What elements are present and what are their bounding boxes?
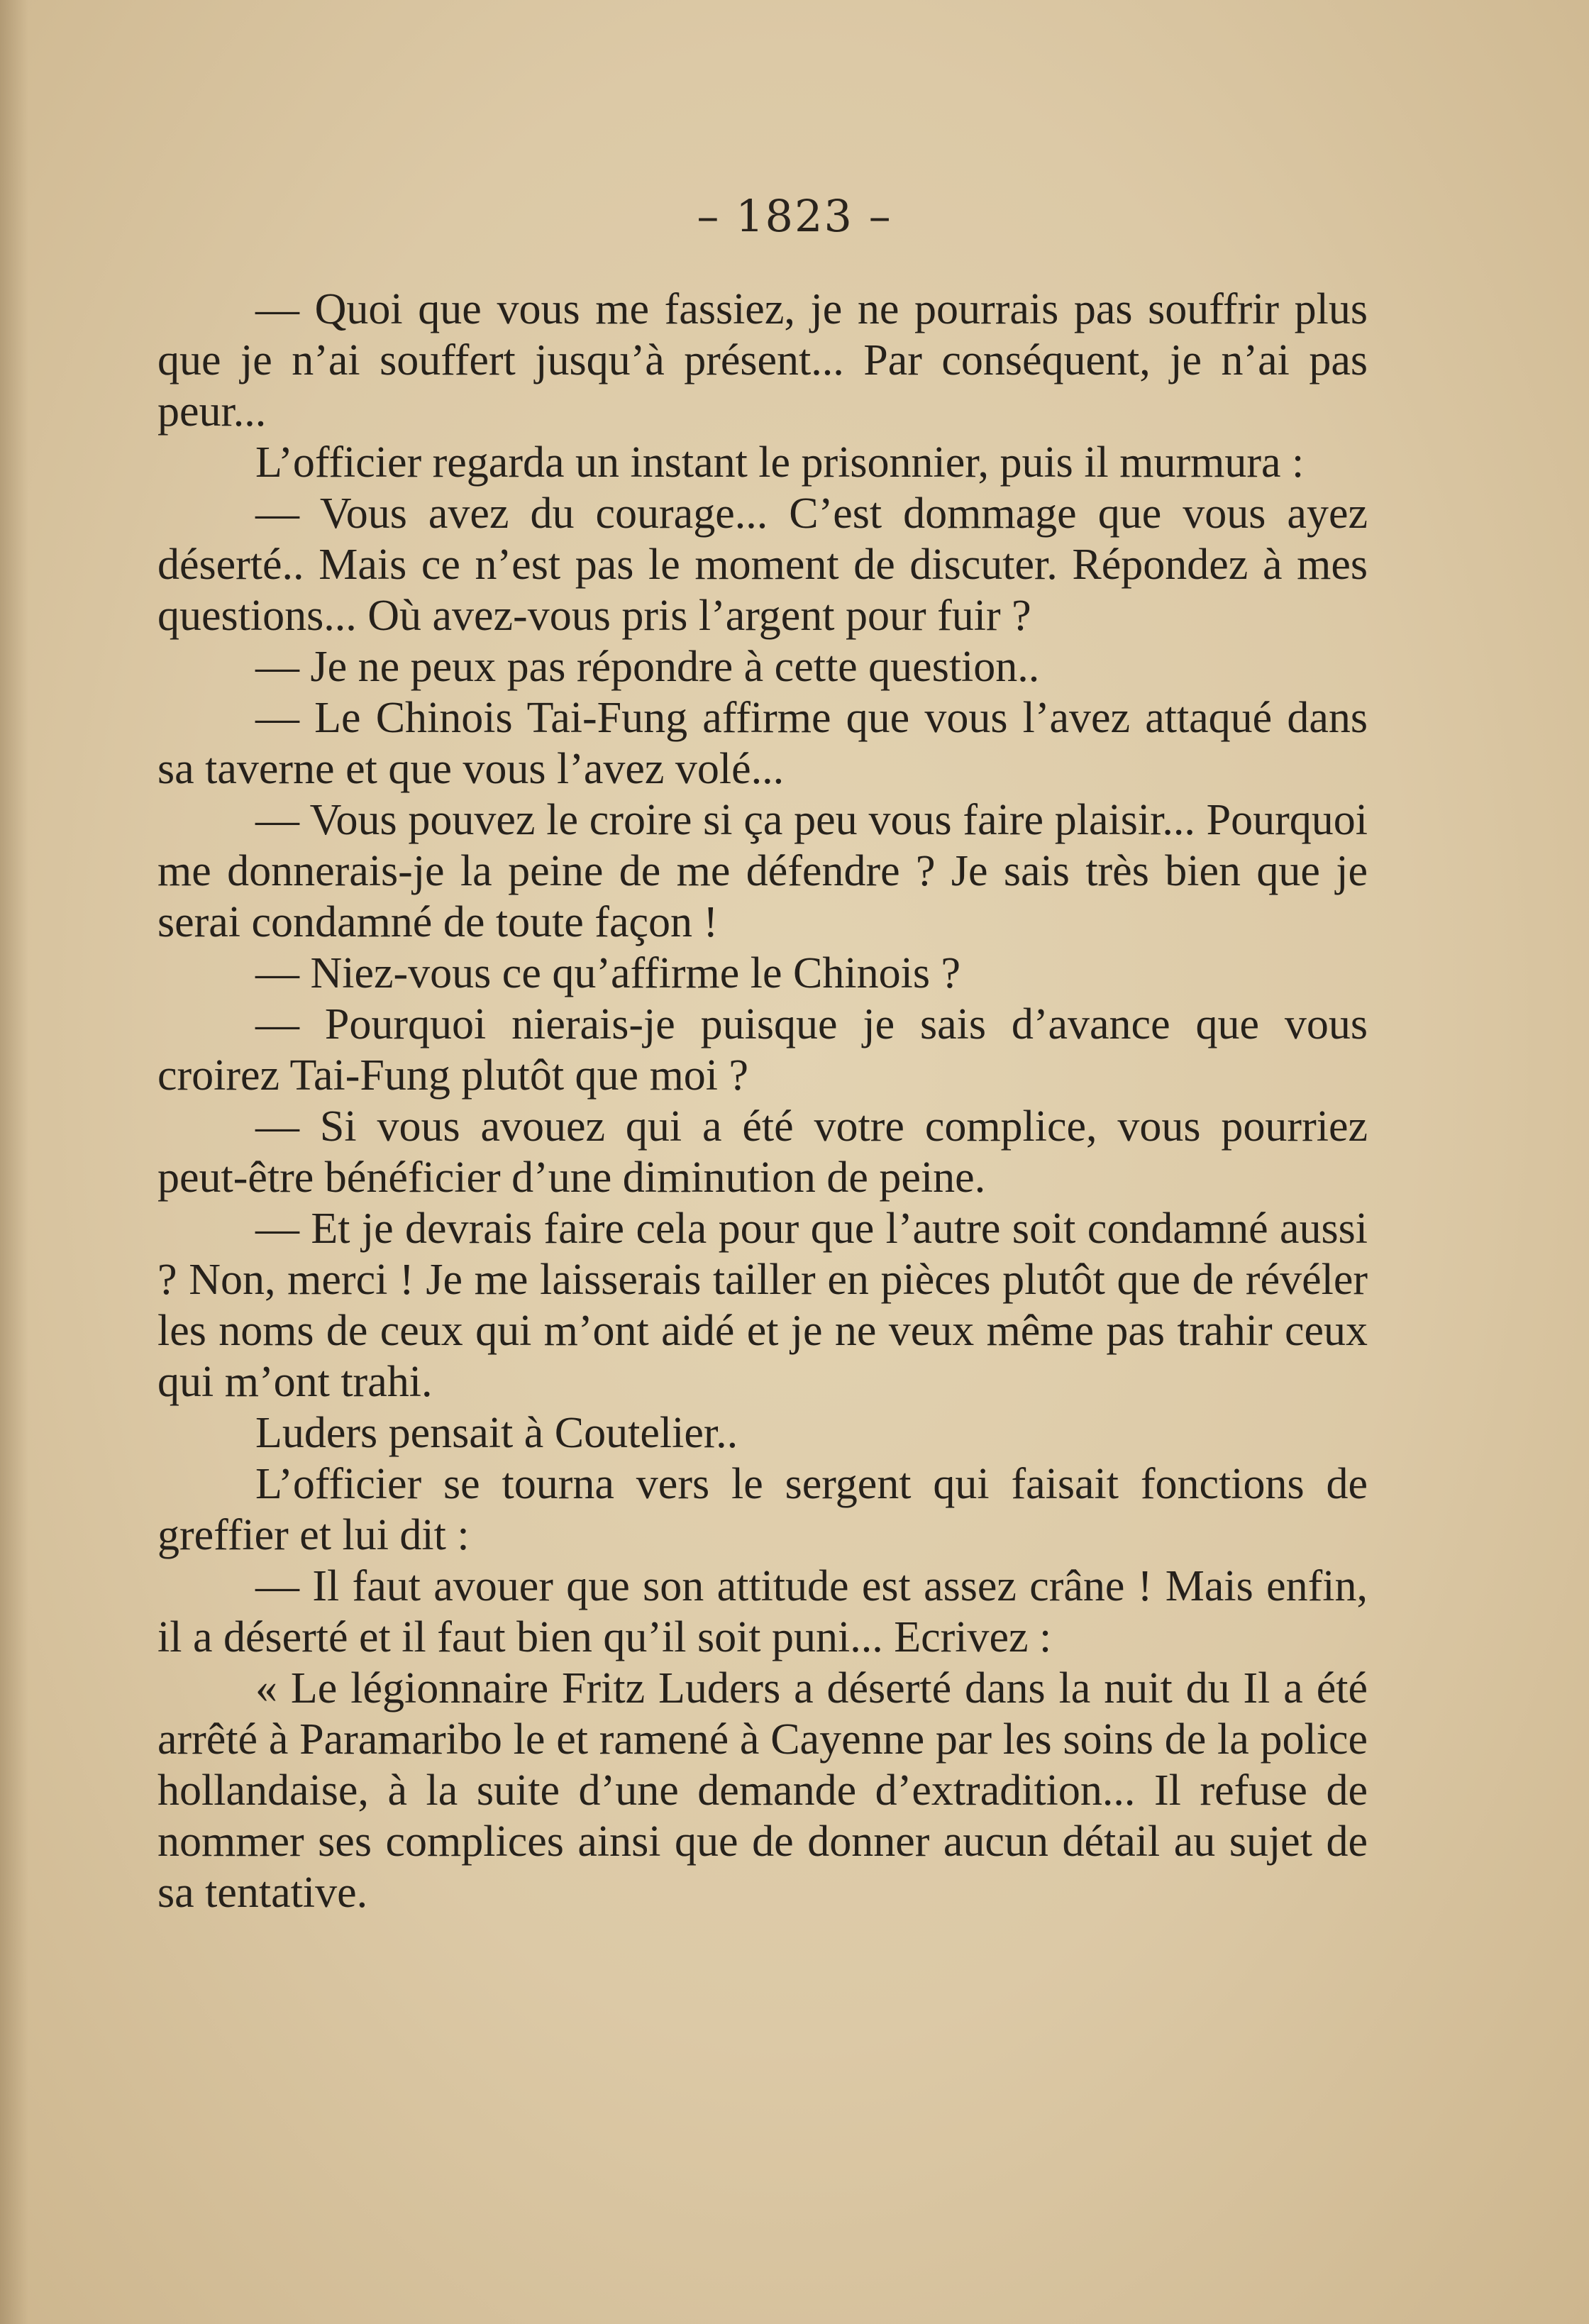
paragraph-12: L’officier se tourna vers le sergent qui faisait fonctions de greffier et lui dit : [157,1460,1368,1559]
paragraph-10: — Et je devrais faire cela pour que l’autre soit condamné aussi ? Non, merci ! Je me laisserais tailler en pièces plutôt que de révéler les noms de ceux qui m’ont aidé et je ne veux même pas trahir ceux qui m’ont trahi. [157,1205,1368,1406]
page-edge-shadow [0,0,28,2324]
paragraph-7: — Niez-vous ce qu’affirme le Chinois ? [255,949,960,997]
paragraph-8: — Pourquoi nierais-je puisque je sais d’avance que vous croirez Tai-Fung plutôt que moi ? [157,1000,1368,1100]
paragraph-11: Luders pensait à Coutelier.. [255,1409,738,1457]
paragraph-9: — Si vous avouez qui a été votre complice, vous pourriez peut-être bénéficier d’une diminution de peine. [157,1102,1368,1202]
paragraph-4: — Je ne peux pas répondre à cette question.. [255,643,1040,691]
paragraph-1: — Quoi que vous me fassiez, je ne pourrais pas souffrir plus que je n’ai souffert jusqu’à présent... Par conséquent, je n’ai pas peur... [157,285,1368,436]
paragraph-2: L’officier regarda un instant le prisonnier, puis il murmura : [255,438,1305,487]
paragraph-14: « Le légionnaire Fritz Luders a déserté dans la nuit du Il a été arrêté à Paramaribo le et ramené à Cayenne par les soins de la police hollandaise, à la suite d’une demande d’extradition... Il refuse de nommer ses complices ainsi que de donner aucun détail au sujet de sa tentative. [157,1664,1368,1917]
body-text [157,284,1368,1918]
paragraph-5: — Le Chinois Tai-Fung affirme que vous l’avez attaqué dans sa taverne et que vous l’avez volé... [157,694,1368,793]
paragraph-13: — Il faut avouer que son attitude est assez crâne ! Mais enfin, il a déserté et il faut bien qu’il soit puni... Ecrivez : [157,1562,1368,1661]
paragraph-3: — Vous avez du courage... C’est dommage que vous ayez déserté.. Mais ce n’est pas le moment de discuter. Répondez à mes questions... Où avez-vous pris l’argent pour fuir ? [157,489,1368,640]
paragraph-6: — Vous pouvez le croire si ça peu vous faire plaisir... Pourquoi me donnerais-je la peine de me défendre ? Je sais très bien que je serai condamné de toute façon ! [157,796,1368,946]
page-number: – 1823 – [697,190,892,242]
